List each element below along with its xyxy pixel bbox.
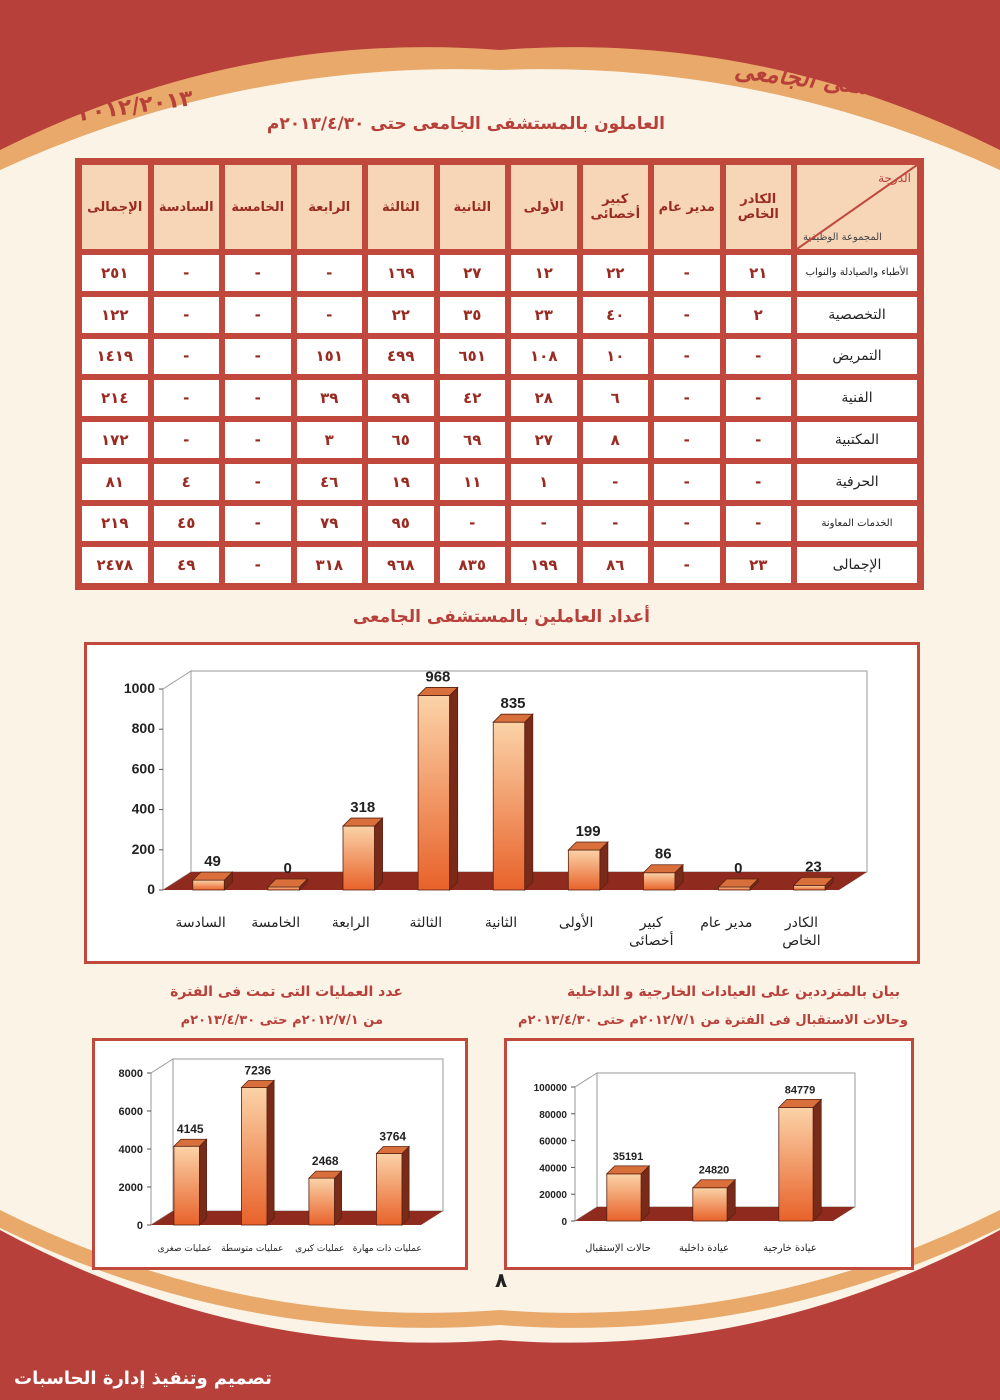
bar-top <box>779 1099 821 1107</box>
table-cell: ٣ <box>294 419 366 461</box>
group-cell: التمريض <box>794 336 920 378</box>
corner-diagonal <box>797 165 917 249</box>
table-cell: ١٠ <box>580 336 652 378</box>
data-label: 968 <box>425 668 451 686</box>
table-cell: - <box>294 252 366 294</box>
table-cell: - <box>222 503 294 545</box>
table-cell: ٤٩ <box>151 544 223 586</box>
footer-credit: تصميم وتنفيذ إدارة الحاسبات <box>14 1368 272 1389</box>
chart1-title: أعداد العاملين بالمستشفى الجامعى <box>352 607 650 627</box>
chart-side-wall <box>163 671 191 890</box>
bar-top <box>693 1180 735 1188</box>
table-cell: ٢٧ <box>437 252 509 294</box>
chart1-box <box>84 642 920 964</box>
hospital-brand: المستشفى الجامعى <box>733 55 935 109</box>
category-label: عمليات كبرى <box>295 1244 345 1254</box>
bar-side <box>375 818 383 890</box>
category-label: أخصائى <box>628 933 674 949</box>
table-cell: ١٦٩ <box>365 252 437 294</box>
column-header: السادسة <box>151 162 223 252</box>
bar <box>643 873 675 890</box>
table-cell: ٤ <box>151 461 223 503</box>
bar <box>693 1188 727 1221</box>
table-cell: ٢٥١ <box>79 252 151 294</box>
column-header: الرابعة <box>294 162 366 252</box>
y-tick-label: 8000 <box>118 1068 143 1080</box>
bar <box>193 880 225 890</box>
table-cell: ٦ <box>580 377 652 419</box>
table-cell: - <box>723 461 795 503</box>
table-cell: ٤٥ <box>151 503 223 545</box>
bar <box>719 887 751 890</box>
bar-side <box>402 1146 409 1225</box>
page-number: ٨ <box>495 1268 508 1292</box>
y-tick-label: 80000 <box>539 1109 567 1121</box>
chart3-title-line2: من ٢٠١٢/٧/١م حتى ٢٠١٣/٤/٣٠م <box>180 1013 383 1028</box>
table-cell: ٢٤٧٨ <box>79 544 151 586</box>
data-label: 0 <box>734 860 743 877</box>
table-cell: ١١ <box>437 461 509 503</box>
table-cell: - <box>222 544 294 586</box>
bar-side <box>267 1081 274 1225</box>
data-label: 7236 <box>244 1063 272 1078</box>
table-cell: ٩٦٨ <box>365 544 437 586</box>
group-cell: الإجمالى <box>794 544 920 586</box>
chart3-box <box>92 1038 468 1270</box>
data-label: 35191 <box>612 1150 644 1163</box>
y-tick-label: 100000 <box>533 1083 567 1094</box>
table-cell: ١٥١ <box>294 336 366 378</box>
table-cell: ٨٦ <box>580 544 652 586</box>
staff-grade-bar-chart <box>87 645 917 961</box>
table-cell: ١٠٨ <box>508 336 580 378</box>
table-row <box>79 377 920 419</box>
category-label: الرابعة <box>331 915 370 931</box>
table-cell: ٢٣ <box>508 294 580 336</box>
bar-side <box>525 714 533 890</box>
table-cell: ٢٣ <box>723 544 795 586</box>
corner-group-label: المجموعة الوظيفية <box>803 232 882 243</box>
table-cell: - <box>222 377 294 419</box>
table-cell: - <box>651 544 723 586</box>
data-label: 4145 <box>176 1122 204 1137</box>
table-cell: ٤٠ <box>580 294 652 336</box>
category-label: حالات الإستقبال <box>585 1243 651 1254</box>
y-tick-label: 0 <box>147 881 155 897</box>
category-label: عيادة خارجية <box>763 1243 817 1254</box>
table-cell: - <box>651 419 723 461</box>
table-cell: ٣٥ <box>437 294 509 336</box>
bar-side <box>641 1166 649 1221</box>
y-tick-label: 0 <box>561 1217 567 1228</box>
page-title: العاملون بالمستشفى الجامعى حتى ٢٠١٣/٤/٣٠م <box>266 114 665 134</box>
staff-table <box>75 158 924 590</box>
y-tick-label: 40000 <box>539 1163 567 1175</box>
bar <box>779 1107 813 1221</box>
column-header: الأولى <box>508 162 580 252</box>
table-cell: - <box>222 252 294 294</box>
group-cell: المكتبية <box>794 419 920 461</box>
table-cell: ٦٥١ <box>437 336 509 378</box>
table-cell: - <box>222 419 294 461</box>
table-cell: - <box>508 503 580 545</box>
corner-grade-label: الدرجة <box>878 171 911 185</box>
group-cell: الخدمات المعاونة <box>794 503 920 545</box>
table-cell: - <box>222 461 294 503</box>
table-cell: ٢ <box>723 294 795 336</box>
data-label: 23 <box>805 858 822 876</box>
table-cell: ٤٢ <box>437 377 509 419</box>
table-cell: - <box>651 252 723 294</box>
table-cell: - <box>723 419 795 461</box>
table-cell: - <box>580 503 652 545</box>
clinics-visits-bar-chart <box>507 1041 911 1267</box>
category-label: الخامسة <box>251 915 301 931</box>
table-cell: ٧٩ <box>294 503 366 545</box>
bar <box>568 850 600 890</box>
category-label: عمليات ذات مهارة <box>352 1244 422 1254</box>
table-cell: - <box>437 503 509 545</box>
table-cell: ١ <box>508 461 580 503</box>
y-tick-label: 2000 <box>118 1182 143 1194</box>
bar-side <box>200 1139 207 1225</box>
category-label: مدير عام <box>700 915 753 931</box>
table-cell: ٢٢ <box>580 252 652 294</box>
table-row <box>79 503 920 545</box>
table-cell: ٣١٨ <box>294 544 366 586</box>
category-label: كبير <box>639 915 663 931</box>
table-cell: ٣٩ <box>294 377 366 419</box>
y-tick-label: 200 <box>131 840 155 857</box>
group-cell: التخصصية <box>794 294 920 336</box>
table-cell: - <box>222 336 294 378</box>
table-cell: - <box>651 294 723 336</box>
column-header: الثالثة <box>365 162 437 252</box>
table-row <box>79 461 920 503</box>
y-tick-label: 800 <box>131 720 155 737</box>
bar <box>268 887 300 890</box>
table-cell: - <box>151 419 223 461</box>
bar <box>418 695 450 890</box>
y-tick-label: 4000 <box>118 1144 143 1156</box>
category-label: الكادر <box>784 915 819 931</box>
table-cell: - <box>294 294 366 336</box>
table-cell: ١٢٢ <box>79 294 151 336</box>
bar-top <box>607 1166 649 1174</box>
data-label: 0 <box>283 860 292 877</box>
category-label: الأولى <box>558 915 594 931</box>
y-tick-label: 0 <box>136 1220 143 1232</box>
category-label: الثالثة <box>409 915 443 931</box>
data-label: 3764 <box>379 1129 407 1144</box>
table-cell: - <box>222 294 294 336</box>
bar <box>174 1146 200 1225</box>
table-cell: - <box>151 336 223 378</box>
bar-side <box>813 1099 821 1221</box>
group-cell: الحرفية <box>794 461 920 503</box>
chart2-title-line2: وحالات الاستقبال فى الفترة من ٢٠١٢/٧/١م حتى ٢٠١٣/٤/٣٠م <box>517 1013 908 1028</box>
category-label: عمليات صغرى <box>157 1244 212 1254</box>
bar <box>241 1088 267 1225</box>
bar <box>343 826 375 890</box>
data-label: 2468 <box>311 1154 339 1169</box>
bar-side <box>450 687 458 890</box>
y-tick-label: 600 <box>131 760 155 777</box>
data-label: 199 <box>575 823 601 841</box>
table-cell: ١٤١٩ <box>79 336 151 378</box>
operations-bar-chart <box>95 1041 465 1267</box>
table-cell: - <box>580 461 652 503</box>
table-cell: ٢١ <box>723 252 795 294</box>
y-tick-label: 1000 <box>123 680 155 696</box>
table-row <box>79 294 920 336</box>
column-header: مدير عام <box>651 162 723 252</box>
chart-side-wall <box>575 1073 597 1221</box>
chart2-title-line1: بيان بالمترددين على العيادات الخارجية و الداخلية <box>566 984 900 1000</box>
table-cell: ٩٩ <box>365 377 437 419</box>
column-header: الخامسة <box>222 162 294 252</box>
table-cell: ١٢ <box>508 252 580 294</box>
column-header: الثانية <box>437 162 509 252</box>
table-cell: ٤٩٩ <box>365 336 437 378</box>
data-label: 24820 <box>698 1164 730 1177</box>
group-cell: الأطباء والصيادلة والنواب <box>794 252 920 294</box>
chart3-title-line1: عدد العمليات التى تمت فى الفترة <box>170 984 403 1000</box>
table-cell: - <box>651 377 723 419</box>
table-cell: ٨ <box>580 419 652 461</box>
data-label: 318 <box>350 799 376 817</box>
table-cell: ٢٢ <box>365 294 437 336</box>
table-cell: - <box>723 503 795 545</box>
y-tick-label: 400 <box>131 800 155 817</box>
table-row <box>79 252 920 294</box>
data-label: 49 <box>204 853 221 871</box>
table-cell: ٢٧ <box>508 419 580 461</box>
bar <box>376 1153 402 1225</box>
table-cell: - <box>723 336 795 378</box>
table-cell: - <box>151 377 223 419</box>
table-cell: - <box>651 503 723 545</box>
table-cell: - <box>651 461 723 503</box>
table-row <box>79 336 920 378</box>
chart2-box <box>504 1038 914 1270</box>
table-cell: ٩٥ <box>365 503 437 545</box>
y-tick-label: 20000 <box>539 1190 567 1202</box>
category-label: الثانية <box>484 915 518 931</box>
bar <box>309 1178 335 1225</box>
y-tick-label: 60000 <box>539 1136 567 1148</box>
bar <box>607 1174 641 1221</box>
column-header: الإجمالى <box>79 162 151 252</box>
bar <box>794 885 826 890</box>
table-row <box>79 544 920 586</box>
chart-side-wall <box>151 1059 173 1225</box>
data-label: 84779 <box>784 1084 816 1097</box>
table-cell: ١٩ <box>365 461 437 503</box>
data-label: 86 <box>654 845 672 863</box>
category-label: الخاص <box>782 933 821 949</box>
table-cell: ١٧٢ <box>79 419 151 461</box>
y-tick-label: 6000 <box>118 1106 143 1118</box>
table-cell: - <box>651 336 723 378</box>
category-label: عمليات متوسطة <box>221 1244 284 1254</box>
category-label: السادسة <box>175 915 226 931</box>
fiscal-year: ٢٠١٢/٢٠١٣ <box>76 86 195 127</box>
category-label: عيادة داخلية <box>678 1243 730 1254</box>
table-cell: ٨٣٥ <box>437 544 509 586</box>
table-cell: ٤٦ <box>294 461 366 503</box>
bar <box>493 722 525 890</box>
table-row <box>79 419 920 461</box>
table-header-row <box>79 162 920 252</box>
table-cell: ٦٥ <box>365 419 437 461</box>
table-cell: ٦٩ <box>437 419 509 461</box>
group-cell: الفنية <box>794 377 920 419</box>
bar-side <box>335 1171 342 1225</box>
table-cell: ١٩٩ <box>508 544 580 586</box>
corner-header <box>794 162 920 252</box>
data-label: 835 <box>500 695 526 713</box>
table-cell: - <box>151 294 223 336</box>
table-cell: ٢١٩ <box>79 503 151 545</box>
table-cell: - <box>723 377 795 419</box>
column-header: كبير أخصائى <box>580 162 652 252</box>
table-cell: ٢٨ <box>508 377 580 419</box>
table-cell: ٢١٤ <box>79 377 151 419</box>
column-header: الكادر الخاص <box>723 162 795 252</box>
table-cell: ٨١ <box>79 461 151 503</box>
table-cell: - <box>151 252 223 294</box>
